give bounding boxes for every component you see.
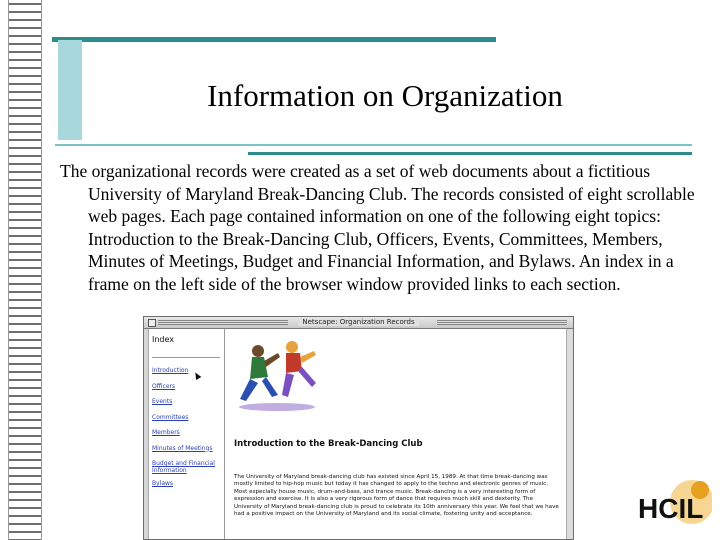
index-link-bylaws[interactable]: Bylaws <box>152 480 174 487</box>
index-link-officers[interactable]: Officers <box>152 382 176 390</box>
content-scrollbar[interactable] <box>566 329 573 540</box>
body-paragraph: The organizational records were created as a set of web documents about a fictitious University of Maryland Break-Dancing Club. The records consisted of eight scrollable web pages. Each page contained information on one of the following eight topics: Introduction to the Break-Dancing Club, Officers, Events, Committees, Members, Minutes of Meetings, Budget and Financial Information, and Bylaws. An index in a frame on the left side of the browser window provided links to each section. <box>60 161 695 294</box>
index-link-members[interactable]: Members <box>152 429 180 436</box>
decorative-teal-block <box>58 40 82 140</box>
hcil-logo-text: HCIL <box>638 493 704 524</box>
index-link-introduction[interactable]: Introduction <box>152 367 189 374</box>
close-box-icon[interactable] <box>148 319 156 327</box>
content-paragraph: The University of Maryland break-dancing club has existed since April 15, 1989. At that time break-dancing was mostly limited to hip-hop music but today it has changed to apply to the techno and electronic genres of music. Most especially house music, drum-and-bass, and trance music. Break-dancing is a very interesting form of expression and exercise. It is also a very rigorous form of dance that requires much skill and dexterity. The University of Maryland break-dancing club is proud to celebrate its 10th anniversary this year. We feel that we have had a positive impact on the University of Maryland and its social climate, fostering unity and acceptance. <box>234 474 559 518</box>
decorative-teal-rule-mid <box>55 144 692 146</box>
index-link-list <box>152 367 226 496</box>
index-divider <box>152 357 220 358</box>
slide-title: Information on Organization <box>207 78 563 113</box>
index-link-events[interactable]: Events <box>152 398 173 405</box>
index-link-minutes[interactable]: Minutes of Meetings <box>152 444 213 452</box>
browser-screenshot <box>143 316 574 540</box>
index-heading: Index <box>152 335 175 344</box>
slide-body <box>60 160 700 295</box>
content-frame <box>226 329 573 540</box>
browser-titlebar <box>144 317 573 329</box>
dancers-illustration <box>232 337 322 413</box>
titlebar-stripes <box>437 320 567 325</box>
decorative-teal-rule-top <box>52 37 496 42</box>
decorative-stripe-bar <box>8 0 42 540</box>
index-link-budget[interactable]: Budget and Financial Information <box>152 460 215 474</box>
titlebar-stripes <box>158 320 288 325</box>
content-heading: Introduction to the Break-Dancing Club <box>234 439 423 449</box>
browser-window-title: Netscape: Organization Records <box>298 318 418 326</box>
decorative-teal-rule <box>248 152 692 155</box>
hcil-logo <box>630 478 712 534</box>
index-link-committees[interactable]: Committees <box>152 413 189 421</box>
index-scrollbar[interactable] <box>144 329 149 540</box>
